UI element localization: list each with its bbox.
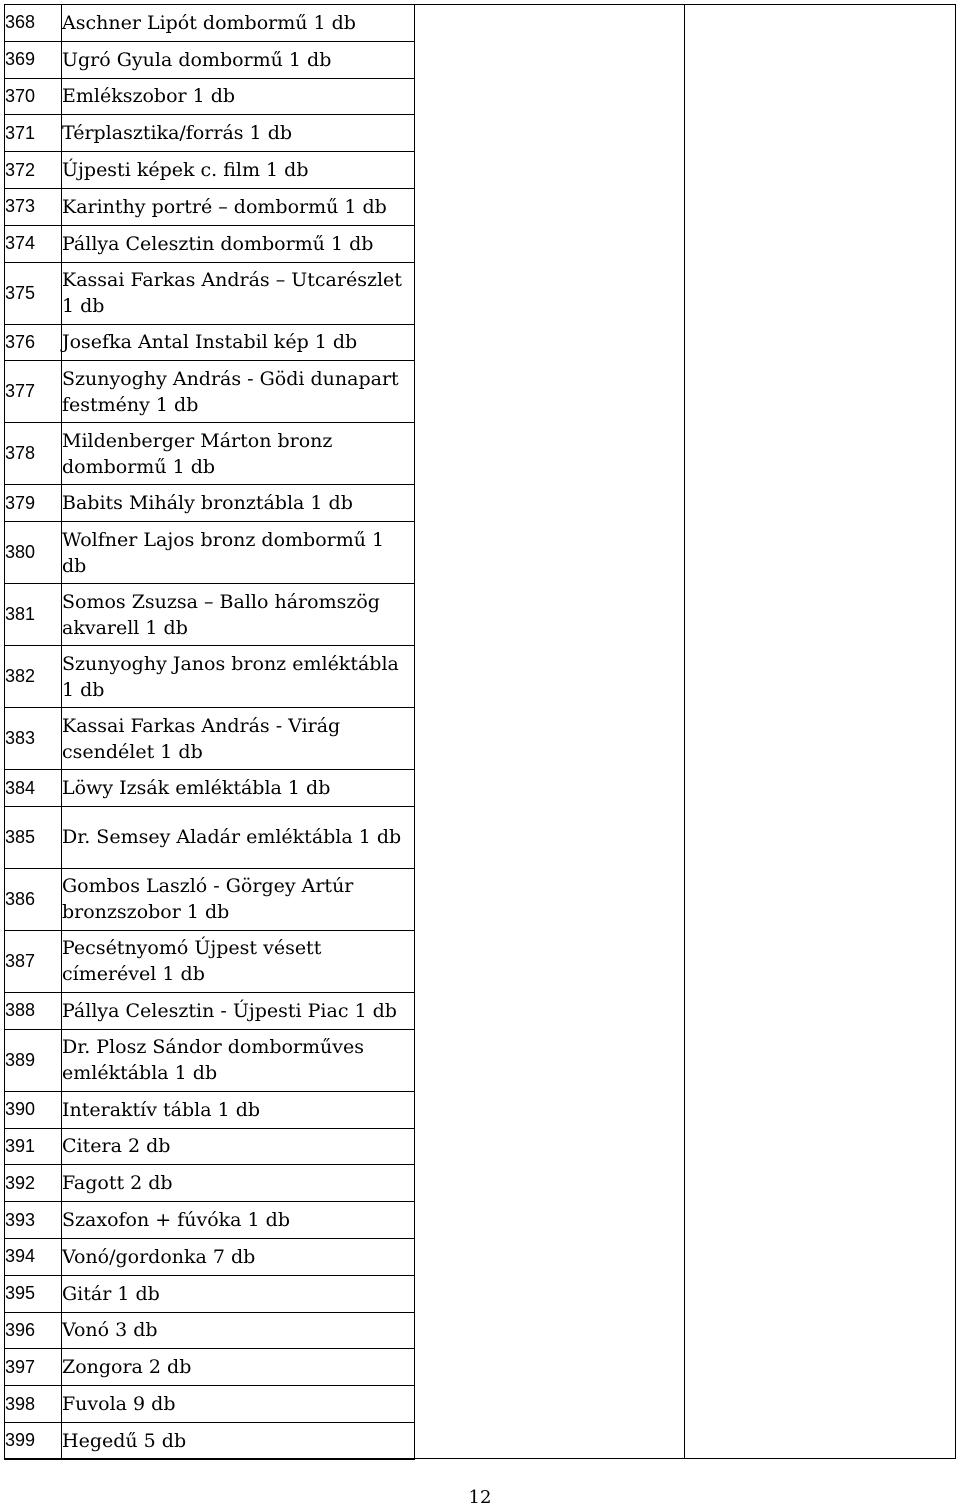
item-description: Kassai Farkas András – Utcarészlet 1 db bbox=[62, 262, 415, 324]
table-row bbox=[5, 1128, 415, 1165]
item-description: Zongora 2 db bbox=[62, 1349, 415, 1386]
item-description: Hegedű 5 db bbox=[62, 1422, 415, 1459]
item-number: 386 bbox=[5, 868, 62, 930]
table-row bbox=[5, 646, 415, 708]
table-row bbox=[5, 78, 415, 115]
item-description: Pállya Celesztin - Újpesti Piac 1 db bbox=[62, 992, 415, 1029]
table-row bbox=[5, 806, 415, 868]
item-number: 385 bbox=[5, 806, 62, 868]
item-number: 393 bbox=[5, 1202, 62, 1239]
table-row bbox=[5, 262, 415, 324]
item-number: 373 bbox=[5, 188, 62, 225]
item-description: Karinthy portré – dombormű 1 db bbox=[62, 188, 415, 225]
table-row bbox=[5, 1349, 415, 1386]
table-row bbox=[5, 770, 415, 807]
item-number: 384 bbox=[5, 770, 62, 807]
table-row bbox=[5, 1422, 415, 1459]
item-description: Gitár 1 db bbox=[62, 1275, 415, 1312]
item-description: Dr. Plosz Sándor domborműves emléktábla 1 db bbox=[62, 1029, 415, 1091]
item-description: Pecsétnyomó Újpest vésett címerével 1 db bbox=[62, 930, 415, 992]
page-number: 12 bbox=[468, 1487, 492, 1508]
inventory-table bbox=[4, 4, 415, 1460]
item-description: Wolfner Lajos bronz dombormű 1 db bbox=[62, 522, 415, 584]
item-number: 380 bbox=[5, 522, 62, 584]
table-row bbox=[5, 485, 415, 522]
item-number: 368 bbox=[5, 5, 62, 42]
table-row bbox=[5, 708, 415, 770]
table-row bbox=[5, 868, 415, 930]
item-number: 391 bbox=[5, 1128, 62, 1165]
table-row bbox=[5, 1202, 415, 1239]
table-row bbox=[5, 225, 415, 262]
item-number: 390 bbox=[5, 1091, 62, 1128]
item-number: 370 bbox=[5, 78, 62, 115]
item-number: 375 bbox=[5, 262, 62, 324]
item-number: 369 bbox=[5, 41, 62, 78]
item-description: Vonó 3 db bbox=[62, 1312, 415, 1349]
table-row bbox=[5, 1165, 415, 1202]
item-number: 371 bbox=[5, 115, 62, 152]
item-number: 376 bbox=[5, 324, 62, 361]
item-number: 383 bbox=[5, 708, 62, 770]
table-row bbox=[5, 361, 415, 423]
table-row bbox=[5, 115, 415, 152]
table-row bbox=[5, 5, 415, 42]
table-row bbox=[5, 1386, 415, 1423]
item-number: 394 bbox=[5, 1238, 62, 1275]
item-description: Somos Zsuzsa – Ballo háromszög akvarell 1 db bbox=[62, 584, 415, 646]
item-description: Fuvola 9 db bbox=[62, 1386, 415, 1423]
item-number: 396 bbox=[5, 1312, 62, 1349]
item-number: 399 bbox=[5, 1422, 62, 1459]
item-number: 388 bbox=[5, 992, 62, 1029]
table-row bbox=[5, 1029, 415, 1091]
item-description: Újpesti képek c. film 1 db bbox=[62, 152, 415, 189]
item-description: Térplasztika/forrás 1 db bbox=[62, 115, 415, 152]
item-number: 381 bbox=[5, 584, 62, 646]
item-number: 374 bbox=[5, 225, 62, 262]
table-row bbox=[5, 152, 415, 189]
table-row bbox=[5, 423, 415, 485]
item-number: 389 bbox=[5, 1029, 62, 1091]
item-description: Fagott 2 db bbox=[62, 1165, 415, 1202]
table-row bbox=[5, 324, 415, 361]
item-number: 387 bbox=[5, 930, 62, 992]
item-number: 372 bbox=[5, 152, 62, 189]
item-description: Mildenberger Márton bronz dombormű 1 db bbox=[62, 423, 415, 485]
item-description: Citera 2 db bbox=[62, 1128, 415, 1165]
item-number: 377 bbox=[5, 361, 62, 423]
table-row bbox=[5, 930, 415, 992]
table-row bbox=[5, 1091, 415, 1128]
item-description: Dr. Semsey Aladár emléktábla 1 db bbox=[62, 806, 415, 868]
item-description: Babits Mihály bronztábla 1 db bbox=[62, 485, 415, 522]
item-number: 392 bbox=[5, 1165, 62, 1202]
item-description: Szaxofon + fúvóka 1 db bbox=[62, 1202, 415, 1239]
item-description: Szunyoghy Janos bronz emléktábla 1 db bbox=[62, 646, 415, 708]
table-row bbox=[5, 992, 415, 1029]
item-description: Löwy Izsák emléktábla 1 db bbox=[62, 770, 415, 807]
table-row bbox=[5, 1312, 415, 1349]
item-number: 379 bbox=[5, 485, 62, 522]
table-row bbox=[5, 1275, 415, 1312]
item-number: 398 bbox=[5, 1386, 62, 1423]
item-number: 378 bbox=[5, 423, 62, 485]
table-row bbox=[5, 41, 415, 78]
item-description: Interaktív tábla 1 db bbox=[62, 1091, 415, 1128]
item-number: 395 bbox=[5, 1275, 62, 1312]
item-number: 397 bbox=[5, 1349, 62, 1386]
item-description: Vonó/gordonka 7 db bbox=[62, 1238, 415, 1275]
item-description: Ugró Gyula dombormű 1 db bbox=[62, 41, 415, 78]
item-description: Szunyoghy András - Gödi dunapart festmény 1 db bbox=[62, 361, 415, 423]
table-row bbox=[5, 1238, 415, 1275]
column-divider bbox=[684, 5, 685, 1458]
item-description: Kassai Farkas András - Virág csendélet 1 db bbox=[62, 708, 415, 770]
table-row bbox=[5, 188, 415, 225]
table-row bbox=[5, 584, 415, 646]
item-description: Gombos Laszló - Görgey Artúr bronzszobor 1 db bbox=[62, 868, 415, 930]
item-number: 382 bbox=[5, 646, 62, 708]
item-description: Aschner Lipót dombormű 1 db bbox=[62, 5, 415, 42]
item-description: Pállya Celesztin dombormű 1 db bbox=[62, 225, 415, 262]
item-description: Josefka Antal Instabil kép 1 db bbox=[62, 324, 415, 361]
table-row bbox=[5, 522, 415, 584]
item-description: Emlékszobor 1 db bbox=[62, 78, 415, 115]
